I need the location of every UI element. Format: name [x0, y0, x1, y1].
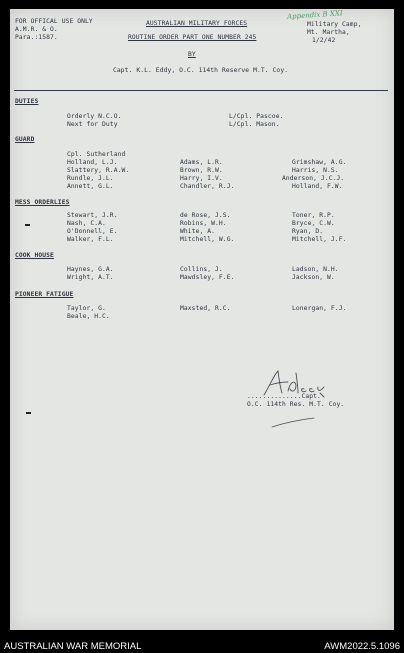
- mess-orderly-name: White, A.: [180, 228, 216, 235]
- guard-name: Adams, L.R.: [180, 159, 223, 166]
- duties-assignee: L/Cpl. Mason.: [229, 121, 280, 128]
- mess-orderly-name: Nash, C.A.: [67, 220, 106, 227]
- header-left-line-3: Para.:1587.: [15, 34, 58, 41]
- guard-name: Holland, L.J.: [67, 159, 118, 166]
- guard-name: Holland, F.W.: [292, 183, 343, 190]
- cook-house-name: Mawdsley, F.E.: [180, 274, 235, 281]
- guard-name: Grimshaw, A.G.: [292, 159, 347, 166]
- officer-line: Capt. K.L. Eddy, O.C. 114th Reserve M.T. Coy.: [113, 67, 289, 74]
- header-left-line-2: A.M.R. & O.: [15, 26, 58, 33]
- mess-orderly-name: Mitchell, W.G.: [180, 236, 235, 243]
- document-page: [10, 9, 394, 630]
- guard-name: Rundle, J.L.: [67, 175, 114, 182]
- mess-orderly-name: Walker, F.L.: [67, 236, 114, 243]
- section-heading-duties: DUTIES: [15, 98, 39, 105]
- footer-catalogue-number: AWM2022.5.1096: [324, 641, 400, 652]
- mess-orderly-name: de Rose, J.S.: [180, 212, 231, 219]
- section-heading-pioneer-fatigue: PIONEER FATIGUE: [15, 291, 74, 298]
- margin-mark: [26, 412, 31, 414]
- duties-role: Orderly N.C.O.: [67, 113, 122, 120]
- footer-institution: AUSTRALIAN WAR MEMORIAL: [4, 641, 142, 652]
- pioneer-fatigue-name: Lonergan, F.J.: [292, 305, 347, 312]
- handwritten-annotation: Appendix B XXI: [286, 9, 343, 21]
- guard-name: Harris, N.S.: [292, 167, 339, 174]
- pioneer-fatigue-name: Beale, H.C.: [67, 313, 110, 320]
- guard-name: Slattery, R.A.W.: [67, 167, 130, 174]
- header-right-line-3: 1/2/42: [312, 37, 336, 44]
- section-heading-cook-house: COOK HOUSE: [15, 252, 54, 259]
- header-right-line-1: Military Camp,: [307, 21, 362, 28]
- mess-orderly-name: Toner, R.P.: [292, 212, 335, 219]
- section-heading-guard: GUARD: [15, 136, 35, 143]
- document-title: AUSTRALIAN MILITARY FORCES: [146, 20, 248, 27]
- duties-assignee: L/Cpl. Pascoe.: [229, 113, 284, 120]
- header-right-line-2: Mt. Martha,: [307, 29, 350, 36]
- margin-mark: [25, 224, 30, 226]
- pioneer-fatigue-name: Taylor, G.: [67, 305, 106, 312]
- cook-house-name: Jackson, W.: [292, 274, 335, 281]
- signature-line: ..............Capt.: [247, 393, 321, 400]
- guard-name: Chandler, R.J.: [180, 183, 235, 190]
- cook-house-name: Collins, J.: [180, 266, 223, 273]
- duties-role: Next for Duty: [67, 121, 118, 128]
- mess-orderly-name: Mitchell, J.F.: [292, 236, 347, 243]
- cook-house-name: Haynes, G.A.: [67, 266, 114, 273]
- document-subtitle: ROUTINE ORDER PART ONE NUMBER 245: [128, 34, 257, 41]
- mess-orderly-name: Bryce, C.W.: [292, 220, 335, 227]
- guard-name: Cpl. Sutherland: [67, 151, 126, 158]
- signature-title: O.C. 114th Res. M.T. Coy.: [247, 401, 345, 408]
- guard-name: Harry, I.V.: [180, 175, 223, 182]
- mess-orderly-name: Robins, W.H.: [180, 220, 227, 227]
- mess-orderly-name: O'Donnell, E.: [67, 228, 118, 235]
- guard-name: Annett, G.L.: [67, 183, 114, 190]
- header-divider: [14, 90, 388, 91]
- mess-orderly-name: Stewart, J.R.: [67, 212, 118, 219]
- cook-house-name: Ladson, N.H.: [292, 266, 339, 273]
- header-left-line-1: FOR OFFICAL USE ONLY: [15, 18, 93, 25]
- mess-orderly-name: Ryan, D.: [292, 228, 324, 235]
- guard-name: Anderson, J.C.J.: [282, 175, 345, 182]
- pen-stroke: [270, 417, 316, 429]
- cook-house-name: Wright, A.T.: [67, 274, 114, 281]
- guard-name: Brown, R.W.: [180, 167, 223, 174]
- section-heading-mess-orderlies: MESS ORDERLIES: [15, 199, 70, 206]
- by-label: BY: [188, 51, 196, 58]
- pioneer-fatigue-name: Maxsted, R.C.: [180, 305, 231, 312]
- archive-footer: [0, 640, 404, 653]
